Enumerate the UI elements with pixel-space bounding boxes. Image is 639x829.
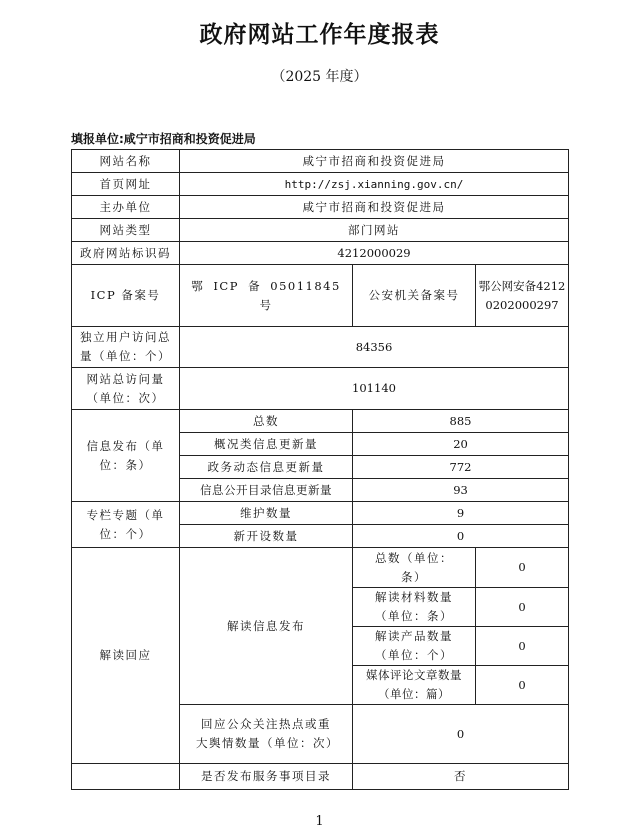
item-label: 维护数量 [180, 502, 353, 525]
item-value: 0 [476, 588, 569, 627]
item-label: 政务动态信息更新量 [180, 456, 353, 479]
row-value: 咸宁市招商和投资促进局 [180, 196, 569, 219]
report-table [71, 149, 569, 790]
item-value: 否 [353, 764, 569, 790]
row-label: 政府网站标识码 [72, 242, 180, 265]
row-label: 独立用户访问总量（单位：个） [72, 327, 180, 368]
table-row [72, 150, 569, 173]
item-label: 新开设数量 [180, 525, 353, 548]
row-label: 网站名称 [72, 150, 180, 173]
group-label: 解读回应 [72, 548, 180, 764]
row-value: 84356 [180, 327, 569, 368]
row-value: 4212000029 [180, 242, 569, 265]
table-row [72, 173, 569, 196]
table-row [72, 265, 569, 327]
item-value: 93 [353, 479, 569, 502]
item-label: 概况类信息更新量 [180, 433, 353, 456]
row-label: ICP 备案号 [72, 265, 180, 327]
police-label: 公安机关备案号 [353, 265, 476, 327]
group-label: 信息发布（单位：条） [72, 410, 180, 502]
item-label: 解读产品数量（单位：个） [353, 627, 476, 666]
police-value: 鄂公网安备42120202000297 [476, 265, 569, 327]
row-value: 101140 [180, 368, 569, 410]
row-label: 主办单位 [72, 196, 180, 219]
item-label: 媒体评论文章数量（单位：篇） [353, 666, 476, 705]
item-label: 解读材料数量（单位：条） [353, 588, 476, 627]
sub-group-label: 解读信息发布 [180, 548, 353, 705]
table-row [72, 410, 569, 433]
row-value: 咸宁市招商和投资促进局 [180, 150, 569, 173]
item-value: 772 [353, 456, 569, 479]
item-value: 0 [476, 666, 569, 705]
row-value: 部门网站 [180, 219, 569, 242]
page-number: 1 [315, 814, 324, 829]
group-label: 专栏专题（单位：个） [72, 502, 180, 548]
table-row [72, 368, 569, 410]
item-value: 0 [353, 525, 569, 548]
table-row [72, 502, 569, 525]
item-label: 是否发布服务事项目录 [180, 764, 353, 790]
item-value: 0 [353, 705, 569, 764]
row-label: 网站类型 [72, 219, 180, 242]
empty-cell [72, 764, 180, 790]
row-label: 网站总访问量（单位：次） [72, 368, 180, 410]
report-year: （2025 年度） [271, 69, 368, 85]
homepage-link[interactable]: http://zsj.xianning.gov.cn/ [180, 173, 569, 196]
item-label: 回应公众关注热点或重大舆情数量（单位：次） [180, 705, 353, 764]
item-value: 0 [476, 627, 569, 666]
table-row [72, 548, 569, 588]
item-value: 885 [353, 410, 569, 433]
reporting-unit: 填报单位:咸宁市招商和投资促进局 [71, 132, 256, 146]
item-value: 20 [353, 433, 569, 456]
icp-value: 鄂 ICP 备 05011845 号 [180, 265, 353, 327]
item-label: 信息公开目录信息更新量 [180, 479, 353, 502]
item-label: 总数（单位：条） [353, 548, 476, 588]
page-title: 政府网站工作年度报表 [199, 22, 440, 48]
item-label: 总数 [180, 410, 353, 433]
table-row [72, 196, 569, 219]
row-label: 首页网址 [72, 173, 180, 196]
item-value: 0 [476, 548, 569, 588]
table-row [72, 764, 569, 790]
table-row [72, 327, 569, 368]
table-row [72, 219, 569, 242]
table-row [72, 242, 569, 265]
item-value: 9 [353, 502, 569, 525]
